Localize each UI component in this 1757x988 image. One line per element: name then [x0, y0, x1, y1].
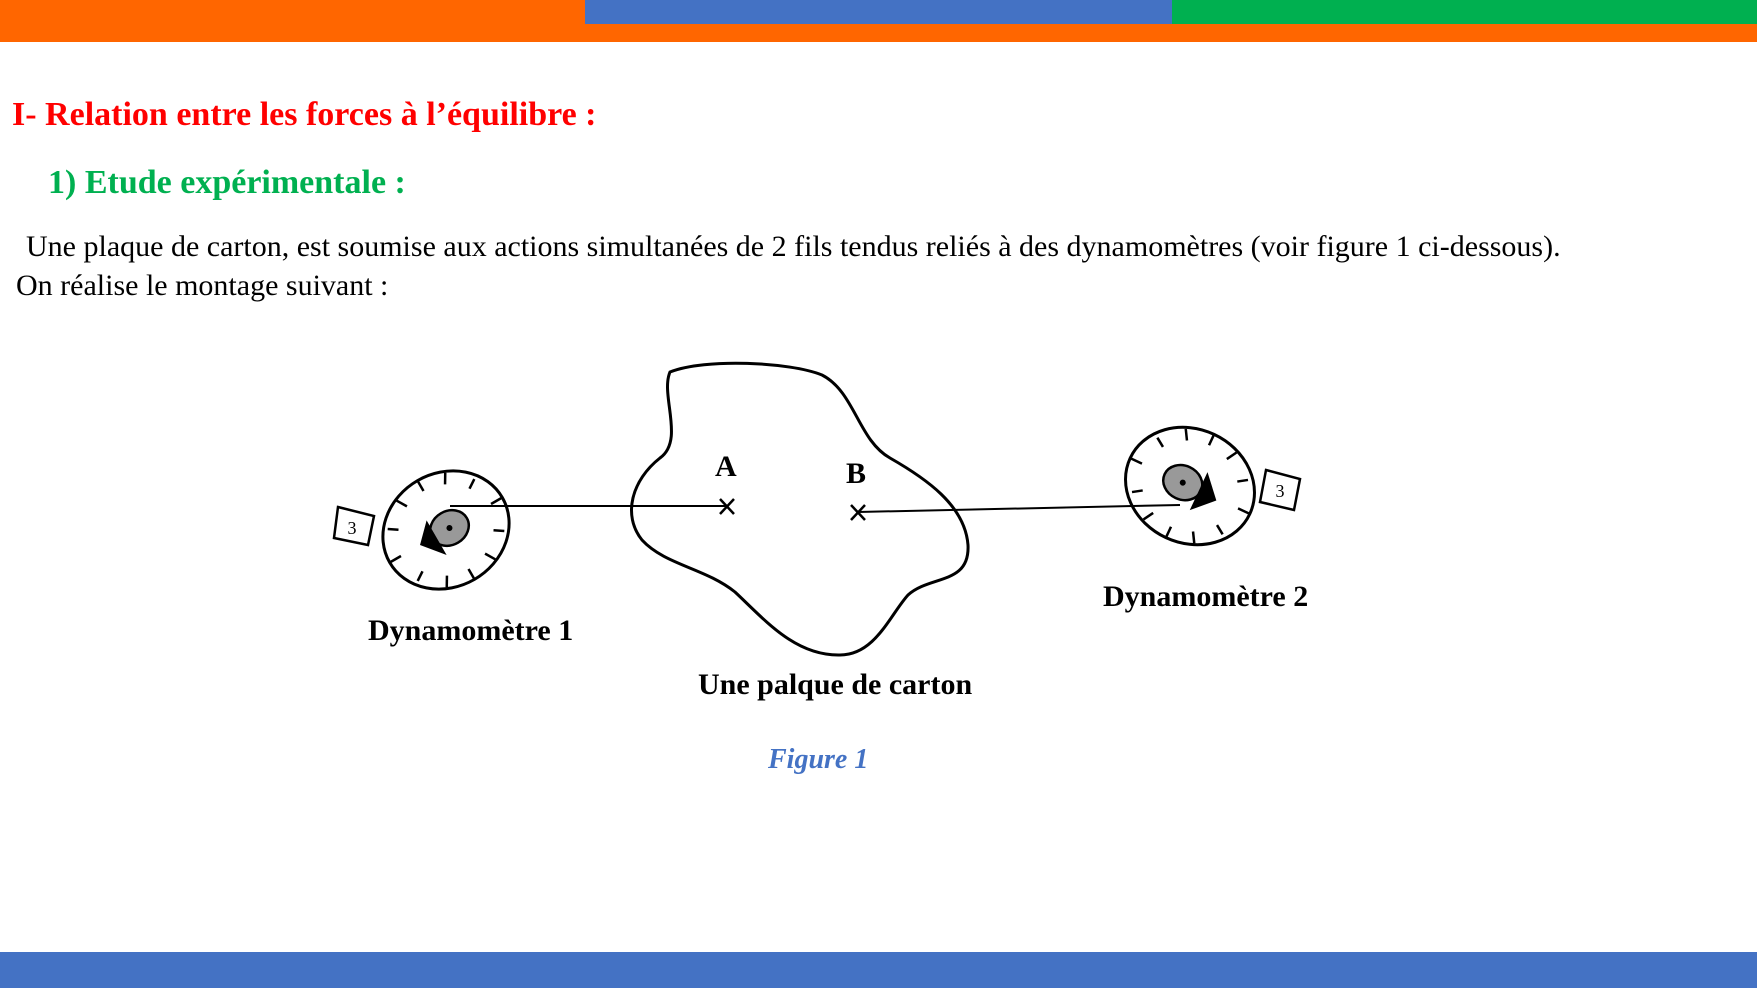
section-title: I- Relation entre les forces à l’équilibre :: [12, 96, 597, 133]
dynamometer-2-readout: 3: [1275, 481, 1285, 501]
subsection-title: 1) Etude expérimentale :: [48, 164, 406, 201]
dynamometer-2-label: Dynamomètre 2: [1103, 580, 1309, 613]
dynamometer-2-readout-box: [1260, 470, 1300, 510]
dynamometer-1: [361, 448, 531, 612]
dynamometer-2: [1106, 406, 1274, 565]
point-b-label: B: [846, 457, 867, 490]
plate-label: Une palque de carton: [698, 668, 973, 701]
dynamometer-1-readout-box: [334, 507, 374, 545]
bottom-color-bar: [0, 952, 1757, 988]
dynamometer-1-label: Dynamomètre 1: [368, 614, 574, 647]
figure-caption: Figure 1: [768, 744, 869, 775]
thread-2: [858, 505, 1180, 512]
body-line-2: On réalise le montage suivant :: [16, 269, 389, 302]
cardboard-plate: [632, 363, 969, 655]
point-a-label: A: [715, 450, 737, 483]
body-line-1: Une plaque de carton, est soumise aux actions simultanées de 2 fils tendus reliés à des dynamomètres (voir figure 1 ci-dessous).: [26, 230, 1561, 263]
dynamometer-1-readout: 3: [347, 518, 357, 538]
